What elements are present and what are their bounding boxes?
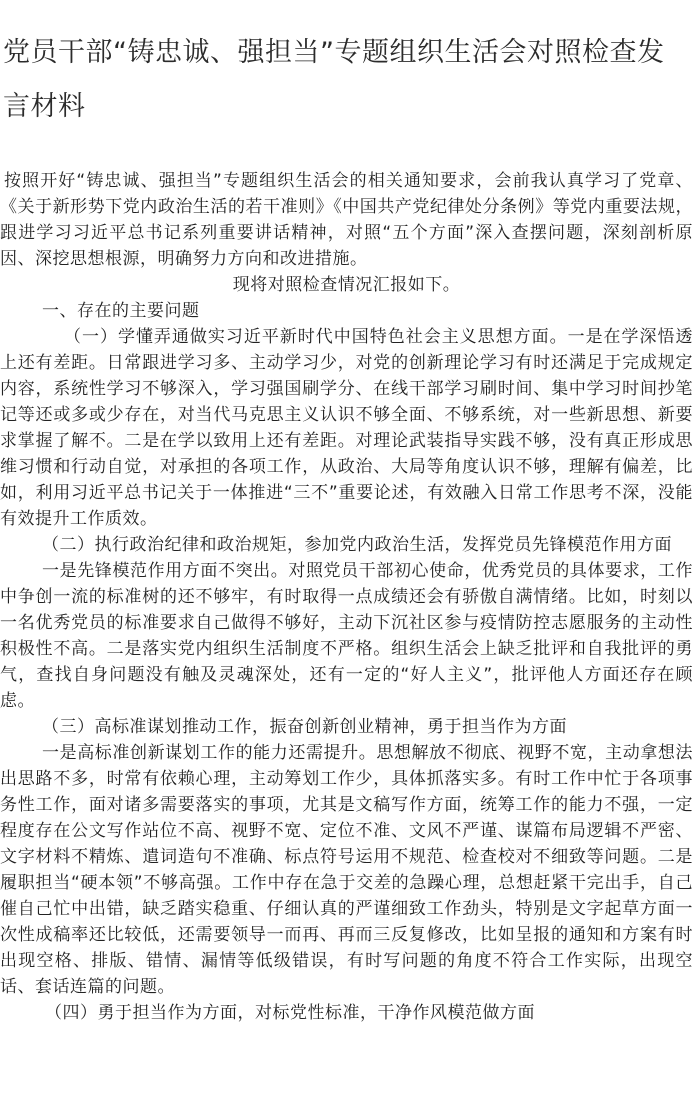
intro-paragraph: 按照开好“铸忠诚、强担当”专题组织生活会的相关通知要求，会前我认真学习了党章、《关于新形势下党内政治生活的若干准则》《中国共产党纪律处分条例》等党内重要法规，跟进学习习近平总书记系列重要讲话精神，对照“五个方面”深入查摆问题，深刻剖析原因、深挖思想根源，明确努力方向和改进措施。 <box>0 171 693 269</box>
section-heading: 一、存在的主要问题 <box>42 301 200 321</box>
subsection-4-heading: （四）勇于担当作为方面，对标党性标准，干净作风模范做方面 <box>45 1003 535 1023</box>
subsection-2-heading: （二）执行政治纪律和政治规矩，参加党内政治生活，发挥党员先锋模范作用方面 <box>42 535 672 555</box>
subsection-1-paragraph: （一）学懂弄通做实习近平新时代中国特色社会主义思想方面。一是在学深悟透上还有差距。日常跟进学习多、主动学习少，对党的创新理论学习有时还满足于完成规定内容，系统性学习不够深入，学习强国刷学分、在线干部学习刷时间、集中学习时间抄笔记等还或多或少存在，对当代马克思主义认识不够全面、不够系统，对一些新思想、新要求掌握了解不。二是在学以致用上还有差距。对理论武装指导实践不够，没有真正形成思维习惯和行动自觉，对承担的各项工作，从政治、大局等角度认识不够，理解有偏差，比如，利用习近平总书记关于一体推进“三不”重要论述，有效融入日常工作思考不深，没能有效提升工作质效。 <box>0 327 693 529</box>
intro-closing: 现将对照检查情况汇报如下。 <box>232 275 461 295</box>
page-title: 党员干部“铸忠诚、强担当”专题组织生活会对照检查发言材料 <box>3 37 665 122</box>
subsection-2-paragraph: 一是先锋模范作用方面不突出。对照党员干部初心使命，优秀党员的具体要求，工作中争创一流的标准树的还不够牢，有时取得一点成绩还会有骄傲自满情绪。比如，时刻以一名优秀党员的标准要求自己做得不够好，主动下沉社区参与疫情防控志愿服务的主动性积极性不高。二是落实党内组织生活制度不严格。组织生活会上缺乏批评和自我批评的勇气，查找自身问题没有触及灵魂深处，还有一定的“好人主义”，批评他人方面还存在顾虑。 <box>0 561 693 711</box>
document-body <box>0 168 693 1026</box>
subsection-3-paragraph: 一是高标准创新谋划工作的能力还需提升。思想解放不彻底、视野不宽，主动拿想法出思路不多，时常有依赖心理，主动筹划工作少，具体抓落实多。有时工作中忙于各项事务性工作，面对诸多需要落实的事项，尤其是文稿写作方面，统筹工作的能力不强，一定程度存在公文写作站位不高、视野不宽、定位不准、文风不严谨、谋篇布局逻辑不严密、文字材料不精炼、遣词造句不准确、标点符号运用不规范、检查校对不细致等问题。二是履职担当“硬本领”不够高强。工作中存在急于交差的急躁心理，总想赶紧干完出手，自己催自己忙中出错，缺乏踏实稳重、仔细认真的严谨细致工作劲头，特别是文字起草方面一次性成稿率还比较低，还需要领导一而再、再而三反复修改，比如呈报的通知和方案有时出现空格、排版、错情、漏情等低级错误，有时写问题的角度不符合工作实际，出现空话、套话连篇的问题。 <box>0 743 693 997</box>
subsection-3-heading: （三）高标准谋划推动工作，振奋创新创业精神，勇于担当作为方面 <box>42 717 567 737</box>
